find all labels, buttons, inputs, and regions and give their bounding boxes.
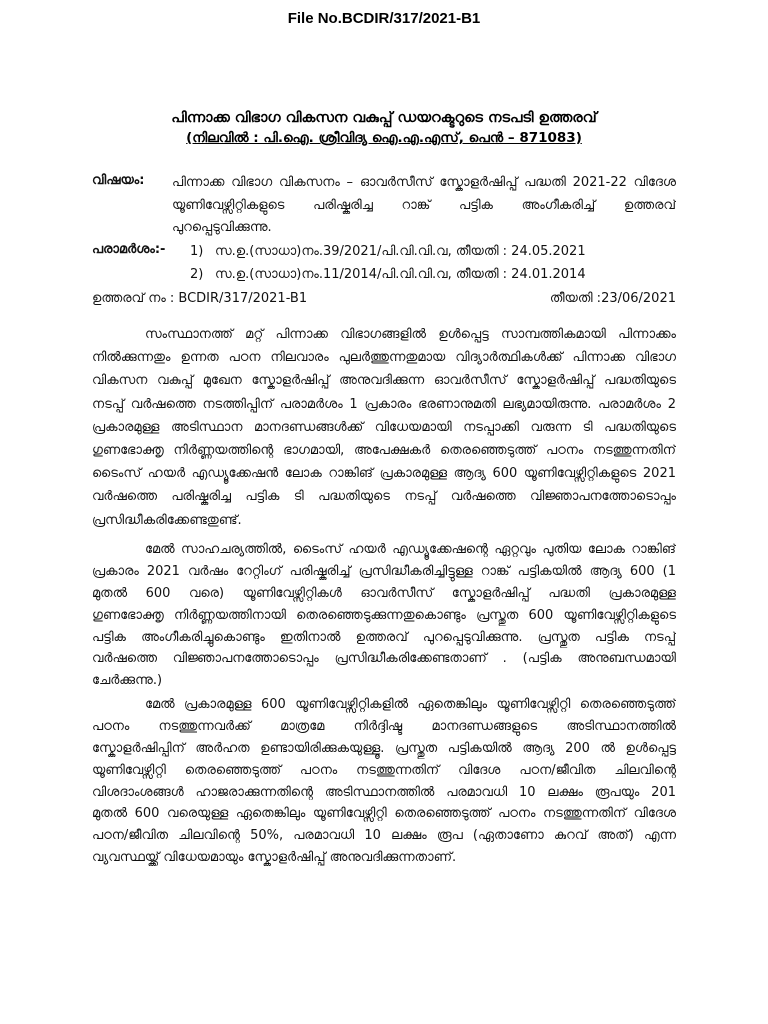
paragraph-line: യൂണിവേഴ്സിറ്റി തെരഞ്ഞെടുത്ത് പഠനം നടത്തുന്നതിന് വിദേശ പഠന/ജീവിത ചിലവിന്റെ [92,762,676,778]
reference-number: 2) [190,267,204,282]
paragraph-line: വിശദാംശങ്ങൾ ഹാജരാക്കുന്നതിന്റെ അടിസ്ഥാനത്തിൽ പരമാവധി 10 ലക്ഷം രൂപയും 201 [92,784,676,800]
paragraph-line: പട്ടിക അംഗീകരിച്ചുകൊണ്ടും ഇതിനാൽ ഉത്തരവ് പുറപ്പെടുവിക്കുന്നു. പ്രസ്തുത പട്ടിക നടപ്പ് [92,629,676,645]
paragraph [92,694,676,869]
paragraph-line: വർഷത്തെ വിജ്ഞാപനത്തോടൊപ്പം പ്രസിദ്ധീകരിക്കേണ്ടതാണ് . (പട്ടിക അനുബന്ധമായി [92,651,676,667]
reference-number: 1) [190,244,204,259]
paragraph-line: മുതൽ 600 വരെ) യൂണിവേഴ്സിറ്റികൾ ഓവർസീസ് സ്കോളർഷിപ്പ് പദ്ധതി പ്രകാരമുള്ള [92,585,676,601]
paragraph-line: പ്രകാരമുള്ള അടിസ്ഥാന മാനദണ്ഡങ്ങൾക്ക് വിധേയമായി നടപ്പാക്കി വരുന്ന ടി പദ്ധതിയുടെ [92,419,676,435]
paragraph-line: മുതൽ 600 വരെയുള്ള ഏതെങ്കിലും യൂണിവേഴ്സിറ്റി തെരഞ്ഞെടുത്ത് പഠനം നടത്തുന്നതിന് വിദേശ [92,806,676,822]
subject-line: യൂണിവേഴ്സിറ്റികളുടെ പരിഷ്കരിച്ച റാങ്ക് പട്ടിക അംഗീകരിച്ച് ഉത്തരവ് [172,197,676,213]
paragraph-line: വർഷത്തെ പരിഷ്കരിച്ച പട്ടിക ടി പദ്ധതിയുടെ നടപ്പ് വർഷത്തെ വിജ്ഞാപനത്തോടൊപ്പം [92,489,676,505]
officer-line [60,127,708,147]
paragraph-line: സ്കോളർഷിപ്പിന് അർഹത ഉണ്ടായിരിക്കുകയുള്ളൂ. പ്രസ്തുത പട്ടികയിൽ ആദ്യ 200 ൽ ഉൾപ്പെട്ട [92,740,676,756]
paragraph-line: പ്രസിദ്ധീകരിക്കേണ്ടതുണ്ട്. [92,512,242,528]
reference-label: പരാമർശം:- [92,242,166,257]
paragraph-line: ടൈംസ് ഹയർ എഡ്യൂക്കേഷൻ ലോക റാങ്കിങ് പ്രകാരമുള്ള ആദ്യ 600 യൂണിവേഴ്സിറ്റികളുടെ 2021 [92,466,676,482]
file-number: File No.BCDIR/317/2021-B1 [287,10,481,27]
order-date: തീയതി :23/06/2021 [549,291,676,306]
paragraph [92,323,676,532]
subject-line: പിന്നാക്ക വിഭാഗ വികസനം – ഓവർസീസ് സ്കോളർഷിപ്പ് പദ്ധതി 2021-22 വിദേശ [172,175,676,190]
order-title: പിന്നാക്ക വിഭാഗ വികസന വകുപ്പ് ഡയറക്ടറുടെ നടപടി ഉത്തരവ് [171,110,597,126]
paragraph-line: പ്രകാരം 2021 വർഷം റേറ്റിംഗ് പരിഷ്കരിച്ച് പ്രസിദ്ധീകരിച്ചിട്ടുള്ള റാങ്ക് പട്ടികയിൽ ആദ്യ 600 (1 [92,563,676,579]
paragraph-line: മേൽ സാഹചര്യത്തിൽ, ടൈംസ് ഹയർ എഡ്യൂക്കേഷന്റെ ഏറ്റവും പുതിയ ലോക റാങ്കിങ് [145,542,676,557]
paragraph-line: പഠനം നടത്തുന്നവർക്ക് മാത്രമേ നിർദ്ദിഷ്ട മാനദണ്ഡങ്ങളുടെ അടിസ്ഥാനത്തിൽ [92,718,676,734]
paragraph-line: നിൽക്കുന്നതും ഉന്നത പഠന നിലവാരം പുലർത്തുന്നതുമായ വിദ്യാർത്ഥികൾക്ക് പിന്നാക്ക വിഭാഗ [92,350,676,366]
subject-label: വിഷയം: [92,173,145,188]
paragraph-line: ചേർക്കുന്നു.) [92,673,163,689]
paragraph-line: നടപ്പ് വർഷത്തെ നടത്തിപ്പിന് പരാമർശം 1 പ്രകാരം ഭരണാനുമതി ലഭ്യമായിരുന്നു. പരാമർശം 2 [92,396,676,412]
paragraph-line: വികസന വകുപ്പ് മുഖേന സ്കോളർഷിപ്പ് അനുവദിക്കുന്ന ഓവർസീസ് സ്കോളർഷിപ്പ് പദ്ധതിയുടെ [92,373,676,389]
paragraph-line: സംസ്ഥാനത്ത് മറ്റ് പിന്നാക്ക വിഭാഗങ്ങളിൽ ഉൾപ്പെട്ട സാമ്പത്തികമായി പിന്നാക്കം [145,327,676,342]
reference-item [190,241,676,263]
order-meta [92,288,676,309]
paragraph [92,539,676,692]
subject-text [172,172,676,240]
paragraph-line: പഠന/ജീവിത ചിലവിന്റെ 50%, പരമാവധി 10 ലക്ഷം രൂപ (ഏതാണോ കുറവ് അത്) എന്ന [92,828,676,844]
order-number: ഉത്തരവ് നം : BCDIR/317/2021-B1 [92,291,308,306]
subject-line: പുറപ്പെടുവിക്കുന്നു. [172,220,272,235]
reference-text: സ.ഉ.(സാധാ)നം.11/2014/പി.വി.വി.വ, തീയതി : 24.01.2014 [215,267,586,282]
paragraph-line: ഗുണഭോക്തൃ നിർണ്ണയത്തിനായി തെരഞ്ഞെടുക്കുന്നതുകൊണ്ടും പ്രസ്തുത 600 യൂണിവേഴ്സിറ്റികളുടെ [92,607,676,623]
reference-item [190,264,676,286]
paragraph-line: വ്യവസ്ഥയ്ക്ക് വിധേയമായും സ്കോളർഷിപ്പ് അനുവദിക്കുന്നതാണ്. [92,850,457,866]
paragraph-line: ഗുണഭോക്തൃ നിർണ്ണയത്തിന്റെ ഭാഗമായി, അപേക്ഷകർ തെരഞ്ഞെടുത്ത് പഠനം നടത്തുന്നതിന് [92,442,676,458]
officer-name: (നിലവിൽ : പി.ഐ. ശ്രീവിദ്യ ഐ.എ.എസ്, പെൻ – 871083) [186,130,582,146]
paragraph-line: മേൽ പ്രകാരമുള്ള 600 യൂണിവേഴ്സിറ്റികളിൽ ഏതെങ്കിലും യൂണിവേഴ്സിറ്റി തെരഞ്ഞെടുത്ത് [145,697,676,712]
reference-text: സ.ഉ.(സാധാ)നം.39/2021/പി.വി.വി.വ, തീയതി : 24.05.2021 [215,244,586,259]
